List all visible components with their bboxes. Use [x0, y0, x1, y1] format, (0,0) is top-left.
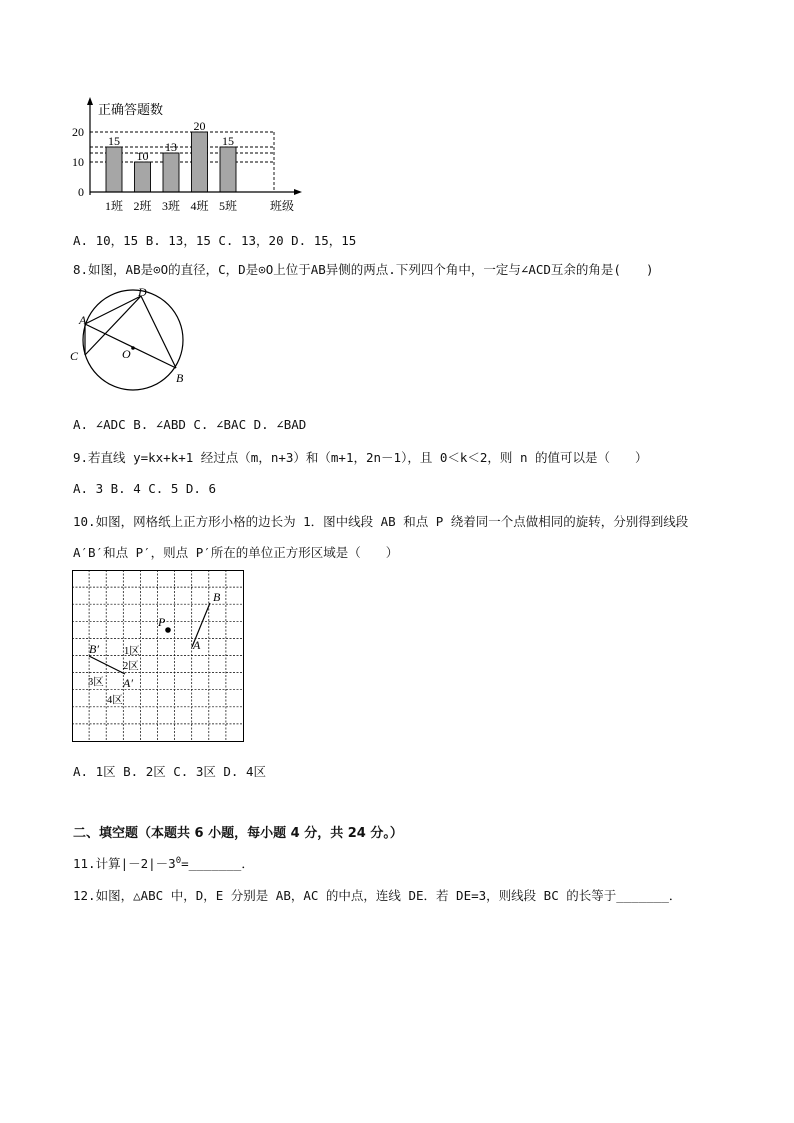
- x-tick-label: 4班: [190, 199, 209, 213]
- bar-value-label: 10: [136, 149, 149, 163]
- bar-value-label: 20: [193, 119, 206, 133]
- chart-x-tick-labels: [105, 198, 237, 213]
- x-axis-arrow: [294, 189, 302, 195]
- label-c: C: [70, 349, 79, 363]
- label-b: B: [176, 371, 184, 385]
- y-tick-label: 10: [72, 155, 84, 169]
- bar-value-label: 13: [165, 140, 177, 154]
- chart-y-tick-labels: [72, 125, 84, 199]
- label-b-prime: B′: [89, 642, 99, 656]
- label-a-prime: A′: [123, 676, 133, 690]
- bar-value-label: 15: [108, 134, 120, 148]
- section-2-title: 二、填空题（本题共 6 小题，每小题 4 分，共 24 分。）: [73, 826, 403, 841]
- bar-value-label: 15: [222, 134, 234, 148]
- q12-stem: 12.如图，△ABC 中，D，E 分别是 AB，AC 的中点，连线 DE．若 DE=3，则线段 BC 的长等于_______．: [73, 888, 682, 903]
- q9-options: A. 3 B. 4 C. 5 D. 6: [73, 481, 216, 496]
- q10-stem-line2: A′B′和点 P′，则点 P′所在的单位正方形区域是（ ）: [73, 545, 399, 560]
- region-4-label: 4区: [107, 695, 123, 706]
- diameter-ab: [85, 324, 176, 368]
- label-b: B: [213, 590, 221, 604]
- q11-prefix: 11.计算|－2|－3: [73, 856, 176, 871]
- chart-y-axis-label: 正确答题数: [98, 103, 164, 118]
- bar: [192, 132, 208, 192]
- chart-x-axis-label: 班级: [270, 199, 295, 213]
- bar: [163, 153, 179, 192]
- segment-a-prime-b-prime: [89, 656, 125, 674]
- x-tick-label: 5班: [218, 199, 238, 213]
- y-tick-label: 20: [72, 125, 84, 139]
- q11-suffix: =_______．: [181, 856, 254, 871]
- label-a: A: [79, 313, 87, 327]
- circle-figure: [66, 282, 196, 397]
- bar-chart: [60, 95, 320, 220]
- q9-stem: 9.若直线 y=kx+k+1 经过点（m，n+3）和（m+1，2n－1），且 0＜k＜2，则 n 的值可以是（ ）: [73, 450, 648, 465]
- x-tick-label: 1班: [104, 199, 124, 213]
- label-a: A: [193, 638, 201, 652]
- bar: [135, 162, 151, 192]
- label-p: P: [158, 615, 166, 629]
- label-d: D: [138, 285, 147, 299]
- x-tick-label: 3班: [161, 199, 181, 213]
- y-tick-label: 0: [78, 185, 84, 199]
- point-p: [165, 627, 171, 633]
- q10-stem-line1: 10.如图，网格纸上正方形小格的边长为 1．图中线段 AB 和点 P 绕着同一个点做相同的旋转，分别得到线段: [73, 514, 689, 529]
- region-1-label: 1区: [124, 646, 140, 657]
- q10-options: A. 1区 B. 2区 C. 3区 D. 4区: [73, 764, 266, 779]
- region-3-label: 3区: [88, 677, 104, 688]
- grid-figure: [72, 570, 246, 744]
- region-2-label: 2区: [123, 661, 139, 672]
- label-o: O: [122, 347, 131, 361]
- q11-stem: [73, 854, 254, 872]
- bar: [106, 147, 122, 192]
- x-tick-label: 2班: [133, 199, 152, 213]
- q8-options: A. ∠ADC B. ∠ABD C. ∠BAC D. ∠BAD: [73, 417, 307, 432]
- q7-options: A. 10，15 B. 13，15 C. 13，20 D. 15，15: [73, 233, 357, 248]
- q11-exponent: 0: [175, 855, 182, 866]
- chord-cd: [85, 296, 141, 355]
- q8-stem: 8.如图，AB是⊙O的直径，C，D是⊙O上位于AB异侧的两点.下列四个角中，一定与∠ACD互余的角是( ): [73, 262, 654, 277]
- center-point: [131, 346, 135, 350]
- bar: [220, 147, 236, 192]
- y-axis-arrow: [87, 97, 93, 105]
